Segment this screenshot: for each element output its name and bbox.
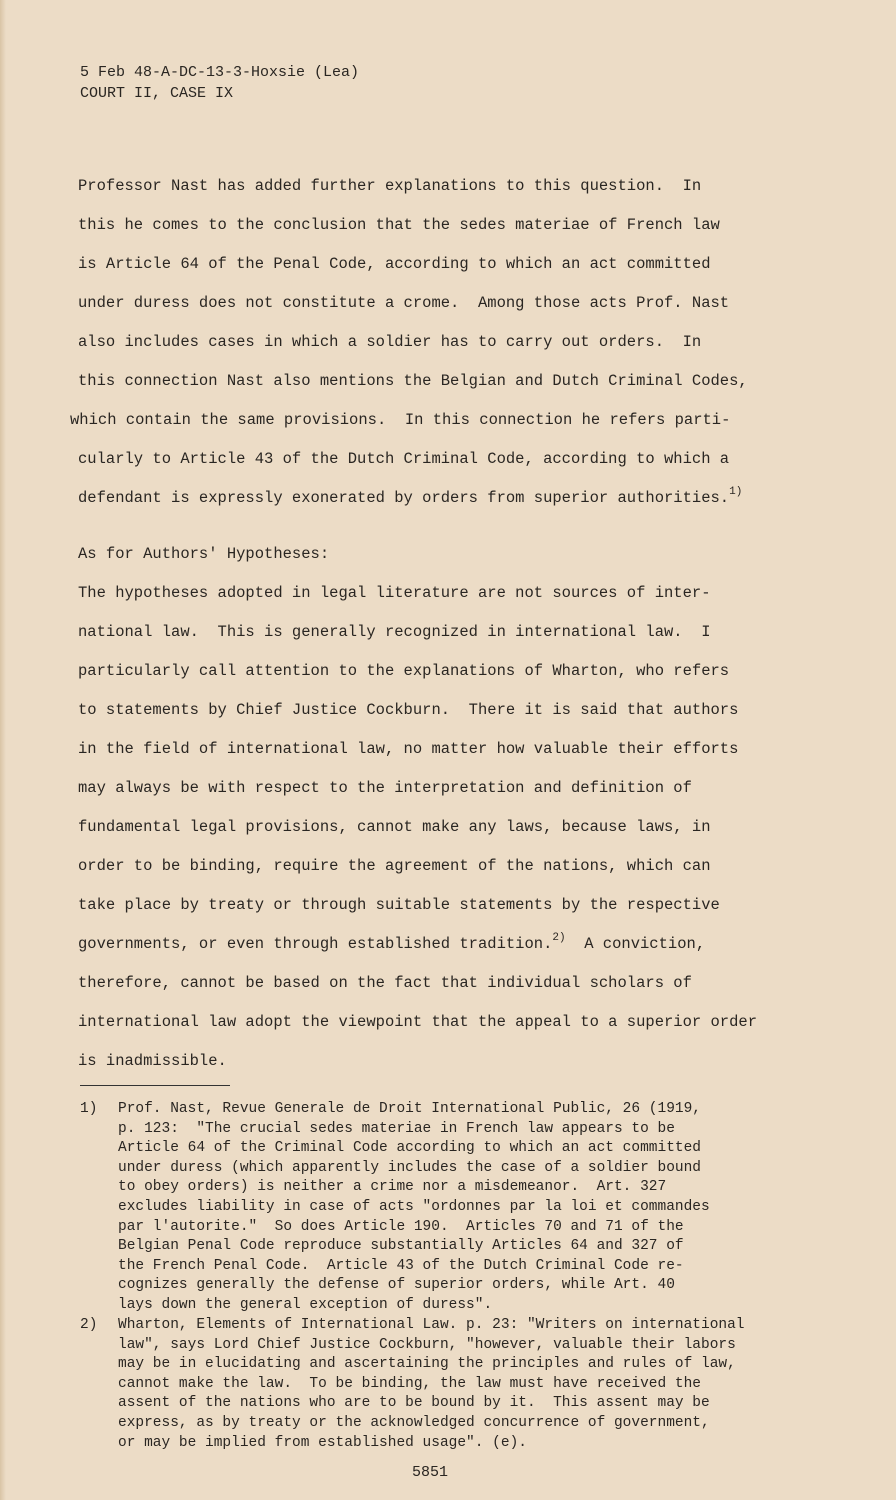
footnote-text — [118, 1316, 810, 1453]
p2-line: order to be binding, require the agreement of the nations, which can — [78, 857, 711, 875]
p2-line: is inadmissible. — [78, 1052, 227, 1070]
p1-line: is Article 64 of the Penal Code, according to which an act committed — [78, 255, 711, 273]
header-court: COURT II, CASE IX — [80, 85, 234, 102]
p2-line: fundamental legal provisions, cannot make any laws, because laws, in — [78, 818, 711, 836]
footnote-line: under duress (which apparently includes the case of a soldier bound — [118, 1159, 701, 1176]
header-reference: 5 Feb 48-A-DC-13-3-Hoxsie (Lea) — [80, 64, 360, 81]
p1-line-last — [78, 486, 798, 525]
footnote-line: excludes liability in case of acts "ordonnes par la loi et commandes — [118, 1198, 710, 1215]
footnote-line: p. 123: "The crucial sedes materiae in French law appears to be — [118, 1120, 675, 1137]
p1-line-text: defendant is expressly exonerated by orders from superior authorities. — [78, 489, 730, 507]
page-edge-shadow — [0, 0, 6, 1500]
page-number: 5851 — [412, 1464, 449, 1481]
footnote-line: cannot make the law. To be binding, the law must have received the — [118, 1375, 701, 1392]
footnote-1 — [80, 1100, 810, 1316]
p2-line: national law. This is generally recognized in international law. I — [78, 623, 711, 641]
footnote-number: 1) — [80, 1101, 98, 1117]
p2-line: in the field of international law, no matter how valuable their efforts — [78, 740, 739, 758]
footnote-line: Wharton, Elements of International Law. p. 23: "Writers on international — [118, 1317, 745, 1333]
footnote-line: Belgian Penal Code reproduce substantially Articles 64 and 327 of — [118, 1238, 684, 1255]
p1-line: cularly to Article 43 of the Dutch Criminal Code, according to which a — [78, 450, 730, 468]
section-heading: As for Authors' Hypotheses: — [78, 545, 330, 563]
p2-line: to statements by Chief Justice Cockburn. There it is said that authors — [78, 701, 739, 719]
p2-line-with-mark — [78, 932, 798, 971]
footnote-line: or may be implied from established usage". (e). — [118, 1434, 527, 1451]
footnote-line: may be in elucidating and ascertaining the principles and rules of law, — [118, 1356, 736, 1373]
footnote-line: assent of the nations who are to be bound by it. This assent may be — [118, 1395, 710, 1412]
footnote-line: par l'autorite." So does Article 190. Articles 70 and 71 of the — [118, 1218, 684, 1235]
footnote-line: the French Penal Code. Article 43 of the Dutch Criminal Code re- — [118, 1257, 684, 1274]
footnote-2 — [80, 1316, 810, 1453]
p2-line: particularly call attention to the explanations of Wharton, who refers — [78, 662, 730, 680]
footnote-line: express, as by treaty or the acknowledged concurrence of government, — [118, 1414, 710, 1431]
p2-line-after: A conviction, — [565, 935, 706, 953]
footnote-line: lays down the general exception of duress". — [118, 1296, 493, 1313]
footnote-mark-1: 1) — [729, 486, 743, 498]
p2-line: The hypotheses adopted in legal literature are not sources of inter- — [78, 584, 711, 602]
document-header — [80, 62, 359, 104]
footnote-line: cognizes generally the defense of superior orders, while Art. 40 — [118, 1277, 675, 1294]
p1-line: Professor Nast has added further explanations to this question. In — [78, 177, 702, 195]
footnote-line: Prof. Nast, Revue Generale de Droit International Public, 26 (1919, — [118, 1101, 701, 1117]
p2-line: take place by treaty or through suitable statements by the respective — [78, 896, 720, 914]
footnote-line: to obey orders) is neither a crime nor a misdemeanor. Art. 327 — [118, 1179, 667, 1196]
p1-line: this connection Nast also mentions the Belgian and Dutch Criminal Codes, — [78, 372, 748, 390]
footnote-text — [118, 1100, 810, 1316]
body-text — [70, 174, 798, 1088]
footnote-line: law", says Lord Chief Justice Cockburn, "however, valuable their labors — [118, 1336, 736, 1353]
footnote-mark-2: 2) — [552, 932, 566, 944]
p1-line: which contain the same provisions. In this connection he refers parti- — [70, 411, 731, 429]
p2-line: international law adopt the viewpoint that the appeal to a superior order — [78, 1013, 758, 1031]
footnote-divider — [80, 1085, 230, 1086]
footnote-number: 2) — [80, 1317, 98, 1333]
p1-line: this he comes to the conclusion that the sedes materiae of French law — [78, 216, 720, 234]
p2-line-before: governments, or even through established tradition. — [78, 935, 553, 953]
p2-line: may always be with respect to the interpretation and definition of — [78, 779, 692, 797]
p2-line: therefore, cannot be based on the fact that individual scholars of — [78, 974, 692, 992]
footnote-line: Article 64 of the Criminal Code according to which an act committed — [118, 1140, 701, 1157]
p1-line: also includes cases in which a soldier has to carry out orders. In — [78, 333, 702, 351]
p1-line: under duress does not constitute a crome. Among those acts Prof. Nast — [78, 294, 730, 312]
